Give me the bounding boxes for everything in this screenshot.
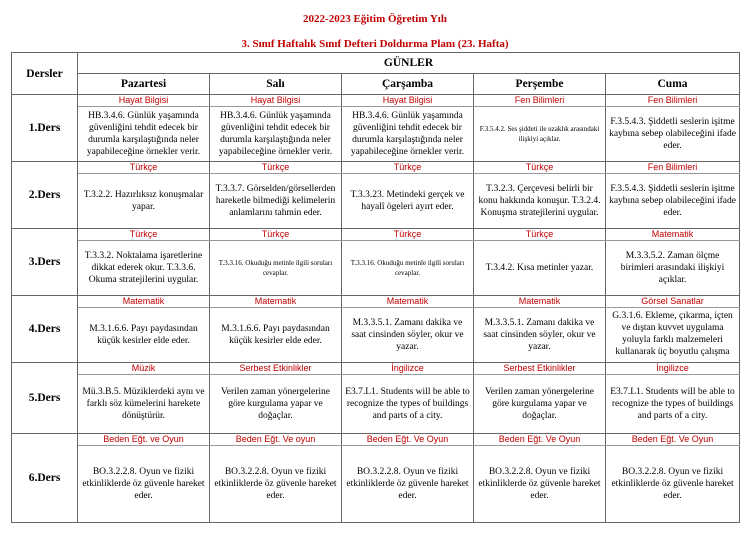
- lesson-label: 2.Ders: [12, 162, 78, 229]
- objective-cell: [210, 241, 342, 296]
- subject-label: Fen Bilimleri: [474, 95, 606, 107]
- objective-text: T.3.3.23. Metindeki gerçek ve hayalî ögeleri ayırt eder.: [350, 190, 465, 212]
- subject-label: Beden Eğt. Ve oyun: [210, 434, 342, 446]
- objective-cell: [474, 241, 606, 296]
- objective-cell: [78, 174, 210, 229]
- subject-label: Serbest Etkinlikler: [474, 363, 606, 375]
- objective-text: T.3.2.3. Çerçevesi belirli bir konu hakkında konuşur. T.3.2.4. Konuşma stratejilerini uygular.: [478, 184, 601, 218]
- objective-text: BO.3.2.2.8. Oyun ve fiziki etkinliklerde öz güvenle hareket eder.: [82, 467, 205, 501]
- objective-cell: [210, 375, 342, 434]
- plan-title: 3. Sınıf Haftalık Sınıf Defteri Doldurma Planı (23. Hafta): [241, 38, 509, 50]
- day-header-carsamba: Çarşamba: [342, 74, 474, 95]
- objective-text: M.3.3.5.1. Zamanı dakika ve saat cinsinden söyler, okur ve yazar.: [351, 318, 464, 352]
- day-header-pazartesi: Pazartesi: [78, 74, 210, 95]
- subject-label: Müzik: [78, 363, 210, 375]
- gunler-header: GÜNLER: [78, 53, 740, 74]
- objective-cell: [78, 308, 210, 363]
- dersler-header: Dersler: [12, 53, 78, 95]
- objective-text: HB.3.4.6. Günlük yaşamında güvenliğini tehdit edecek bir durumla karşılaştığında neler yapabileceğine örnekler verir.: [86, 111, 201, 157]
- objective-text: Verilen zaman yönergelerine göre kurgulama yapar ve doğaçlar.: [484, 387, 595, 421]
- objective-text: G.3.1.6. Ekleme, çıkarma, içten ve dıştan kuvvet uygulama yoluyla farklı malzemeleri kullanarak üç boyutlu çalışma: [612, 310, 733, 357]
- objective-cell: [210, 308, 342, 363]
- objective-text: T.3.2.2. Hazırlıksız konuşmalar yapar.: [83, 190, 204, 212]
- objective-text: Verilen zaman yönergelerine göre kurgulama yapar ve doğaçlar.: [220, 387, 331, 421]
- objective-cell: [474, 308, 606, 363]
- objective-cell: [78, 375, 210, 434]
- day-header-sali: Salı: [210, 74, 342, 95]
- objective-cell: [606, 174, 740, 229]
- objective-cell: [474, 375, 606, 434]
- objective-text: M.3.3.5.1. Zamanı dakika ve saat cinsinden söyler, okur ve yazar.: [483, 318, 596, 352]
- subject-label: Serbest Etkinlikler: [210, 363, 342, 375]
- objective-text: M.3.1.6.6. Payı paydasından küçük kesirler elde eder.: [221, 324, 330, 346]
- subject-label: Türkçe: [78, 162, 210, 174]
- objective-text: BO.3.2.2.8. Oyun ve fiziki etkinliklerde öz güvenle hareket eder.: [214, 467, 337, 501]
- objective-cell: [342, 241, 474, 296]
- objective-cell: [606, 241, 740, 296]
- subject-label: Türkçe: [474, 229, 606, 241]
- objective-cell: [342, 174, 474, 229]
- objective-cell: [210, 174, 342, 229]
- lesson-label: 3.Ders: [12, 229, 78, 296]
- objective-text: M.3.1.6.6. Payı paydasından küçük kesirler elde eder.: [89, 324, 198, 346]
- subject-label: Matematik: [606, 229, 740, 241]
- objective-text: BO.3.2.2.8. Oyun ve fiziki etkinliklerde öz güvenle hareket eder.: [478, 467, 601, 501]
- objective-text: BO.3.2.2.8. Oyun ve fiziki etkinliklerde öz güvenle hareket eder.: [611, 467, 734, 501]
- objective-cell: [342, 308, 474, 363]
- objective-cell: [606, 375, 740, 434]
- subject-label: Beden Eğt. Ve Oyun: [474, 434, 606, 446]
- objective-cell: [474, 107, 606, 162]
- objective-cell: [342, 107, 474, 162]
- objective-text: M.3.3.5.2. Zaman ölçme birimleri arasındaki ilişkiyi açıklar.: [620, 251, 725, 285]
- subject-label: Türkçe: [78, 229, 210, 241]
- subject-label: Matematik: [210, 296, 342, 308]
- subject-label: Görsel Sanatlar: [606, 296, 740, 308]
- objective-text: F.3.5.4.3. Şiddetli seslerin işitme kaybına sebep olabileceğini ifade eder.: [609, 117, 736, 151]
- objective-text: Mü.3.B.5. Müziklerdeki aynı ve farklı söz kümelerini harekete dönüştürür.: [82, 387, 205, 421]
- objective-text: BO.3.2.2.8. Oyun ve fiziki etkinliklerde öz güvenle hareket eder.: [346, 467, 469, 501]
- weekly-plan-table: [11, 52, 740, 523]
- objective-cell: [78, 446, 210, 523]
- subject-label: Türkçe: [210, 162, 342, 174]
- lesson-label: 5.Ders: [12, 363, 78, 434]
- subject-label: Türkçe: [342, 162, 474, 174]
- objective-text: T.3.3.16. Okuduğu metinle ilgili soruları cevaplar.: [350, 259, 465, 277]
- objective-cell: [342, 375, 474, 434]
- objective-cell: [606, 308, 740, 363]
- subject-label: Beden Eğt. Ve Oyun: [606, 434, 740, 446]
- subject-label: Hayat Bilgisi: [78, 95, 210, 107]
- subject-label: Matematik: [342, 296, 474, 308]
- objective-text: T.3.3.7. Görselden/görsellerden hareketle bilmediği kelimelerin anlamlarını tahmin eder.: [215, 184, 336, 218]
- subject-label: İngilizce: [342, 363, 474, 375]
- objective-cell: [210, 446, 342, 523]
- subject-label: Fen Bilimleri: [606, 95, 740, 107]
- objective-text: F.3.5.4.3. Şiddetli seslerin işitme kaybına sebep olabileceğini ifade eder.: [609, 184, 736, 218]
- objective-cell: [78, 241, 210, 296]
- subject-label: Türkçe: [474, 162, 606, 174]
- objective-cell: [606, 446, 740, 523]
- objective-text: HB.3.4.6. Günlük yaşamında güvenliğini tehdit edecek bir durumla karşılaştığında neler yapabileceğine örnekler verir.: [350, 111, 465, 157]
- subject-label: Matematik: [78, 296, 210, 308]
- subject-label: Fen Bilimleri: [606, 162, 740, 174]
- objective-cell: [606, 107, 740, 162]
- subject-label: Hayat Bilgisi: [342, 95, 474, 107]
- lesson-label: 6.Ders: [12, 434, 78, 523]
- subject-label: Türkçe: [342, 229, 474, 241]
- objective-cell: [210, 107, 342, 162]
- objective-text: HB.3.4.6. Günlük yaşamında güvenliğini tehdit edecek bir durumla karşılaştığında neler yapabileceğine örnekler verir.: [218, 111, 333, 157]
- subject-label: Matematik: [474, 296, 606, 308]
- objective-cell: [474, 174, 606, 229]
- lesson-label: 4.Ders: [12, 296, 78, 363]
- objective-cell: [342, 446, 474, 523]
- objective-text: E3.7.L1. Students will be able to recognize the types of buildings and parts of a city.: [345, 387, 470, 421]
- objective-text: E3.7.L1. Students will be able to recognize the types of buildings and parts of a city.: [610, 387, 735, 421]
- objective-text: T.3.3.2. Noktalama işaretlerine dikkat ederek okur. T.3.3.6. Okuma stratejilerini uygular.: [84, 251, 203, 285]
- objective-cell: [78, 107, 210, 162]
- subject-label: Beden Eğt. Ve Oyun: [342, 434, 474, 446]
- day-header-cuma: Cuma: [606, 74, 740, 95]
- subject-label: İngilizce: [606, 363, 740, 375]
- lesson-label: 1.Ders: [12, 95, 78, 162]
- day-header-persembe: Perşembe: [474, 74, 606, 95]
- objective-cell: [474, 446, 606, 523]
- objective-text: T.3.3.16. Okuduğu metinle ilgili soruları cevaplar.: [218, 259, 333, 277]
- subject-label: Beden Eğt. ve Oyun: [78, 434, 210, 446]
- subject-label: Hayat Bilgisi: [210, 95, 342, 107]
- subject-label: Türkçe: [210, 229, 342, 241]
- objective-text: T.3.4.2. Kısa metinler yazar.: [485, 263, 594, 273]
- objective-text: F.3.5.4.2. Ses şiddeti ile uzaklık arasındaki ilişkiyi açıklar.: [479, 125, 600, 143]
- year-title: 2022-2023 Eğitim Öğretim Yılı: [303, 13, 447, 25]
